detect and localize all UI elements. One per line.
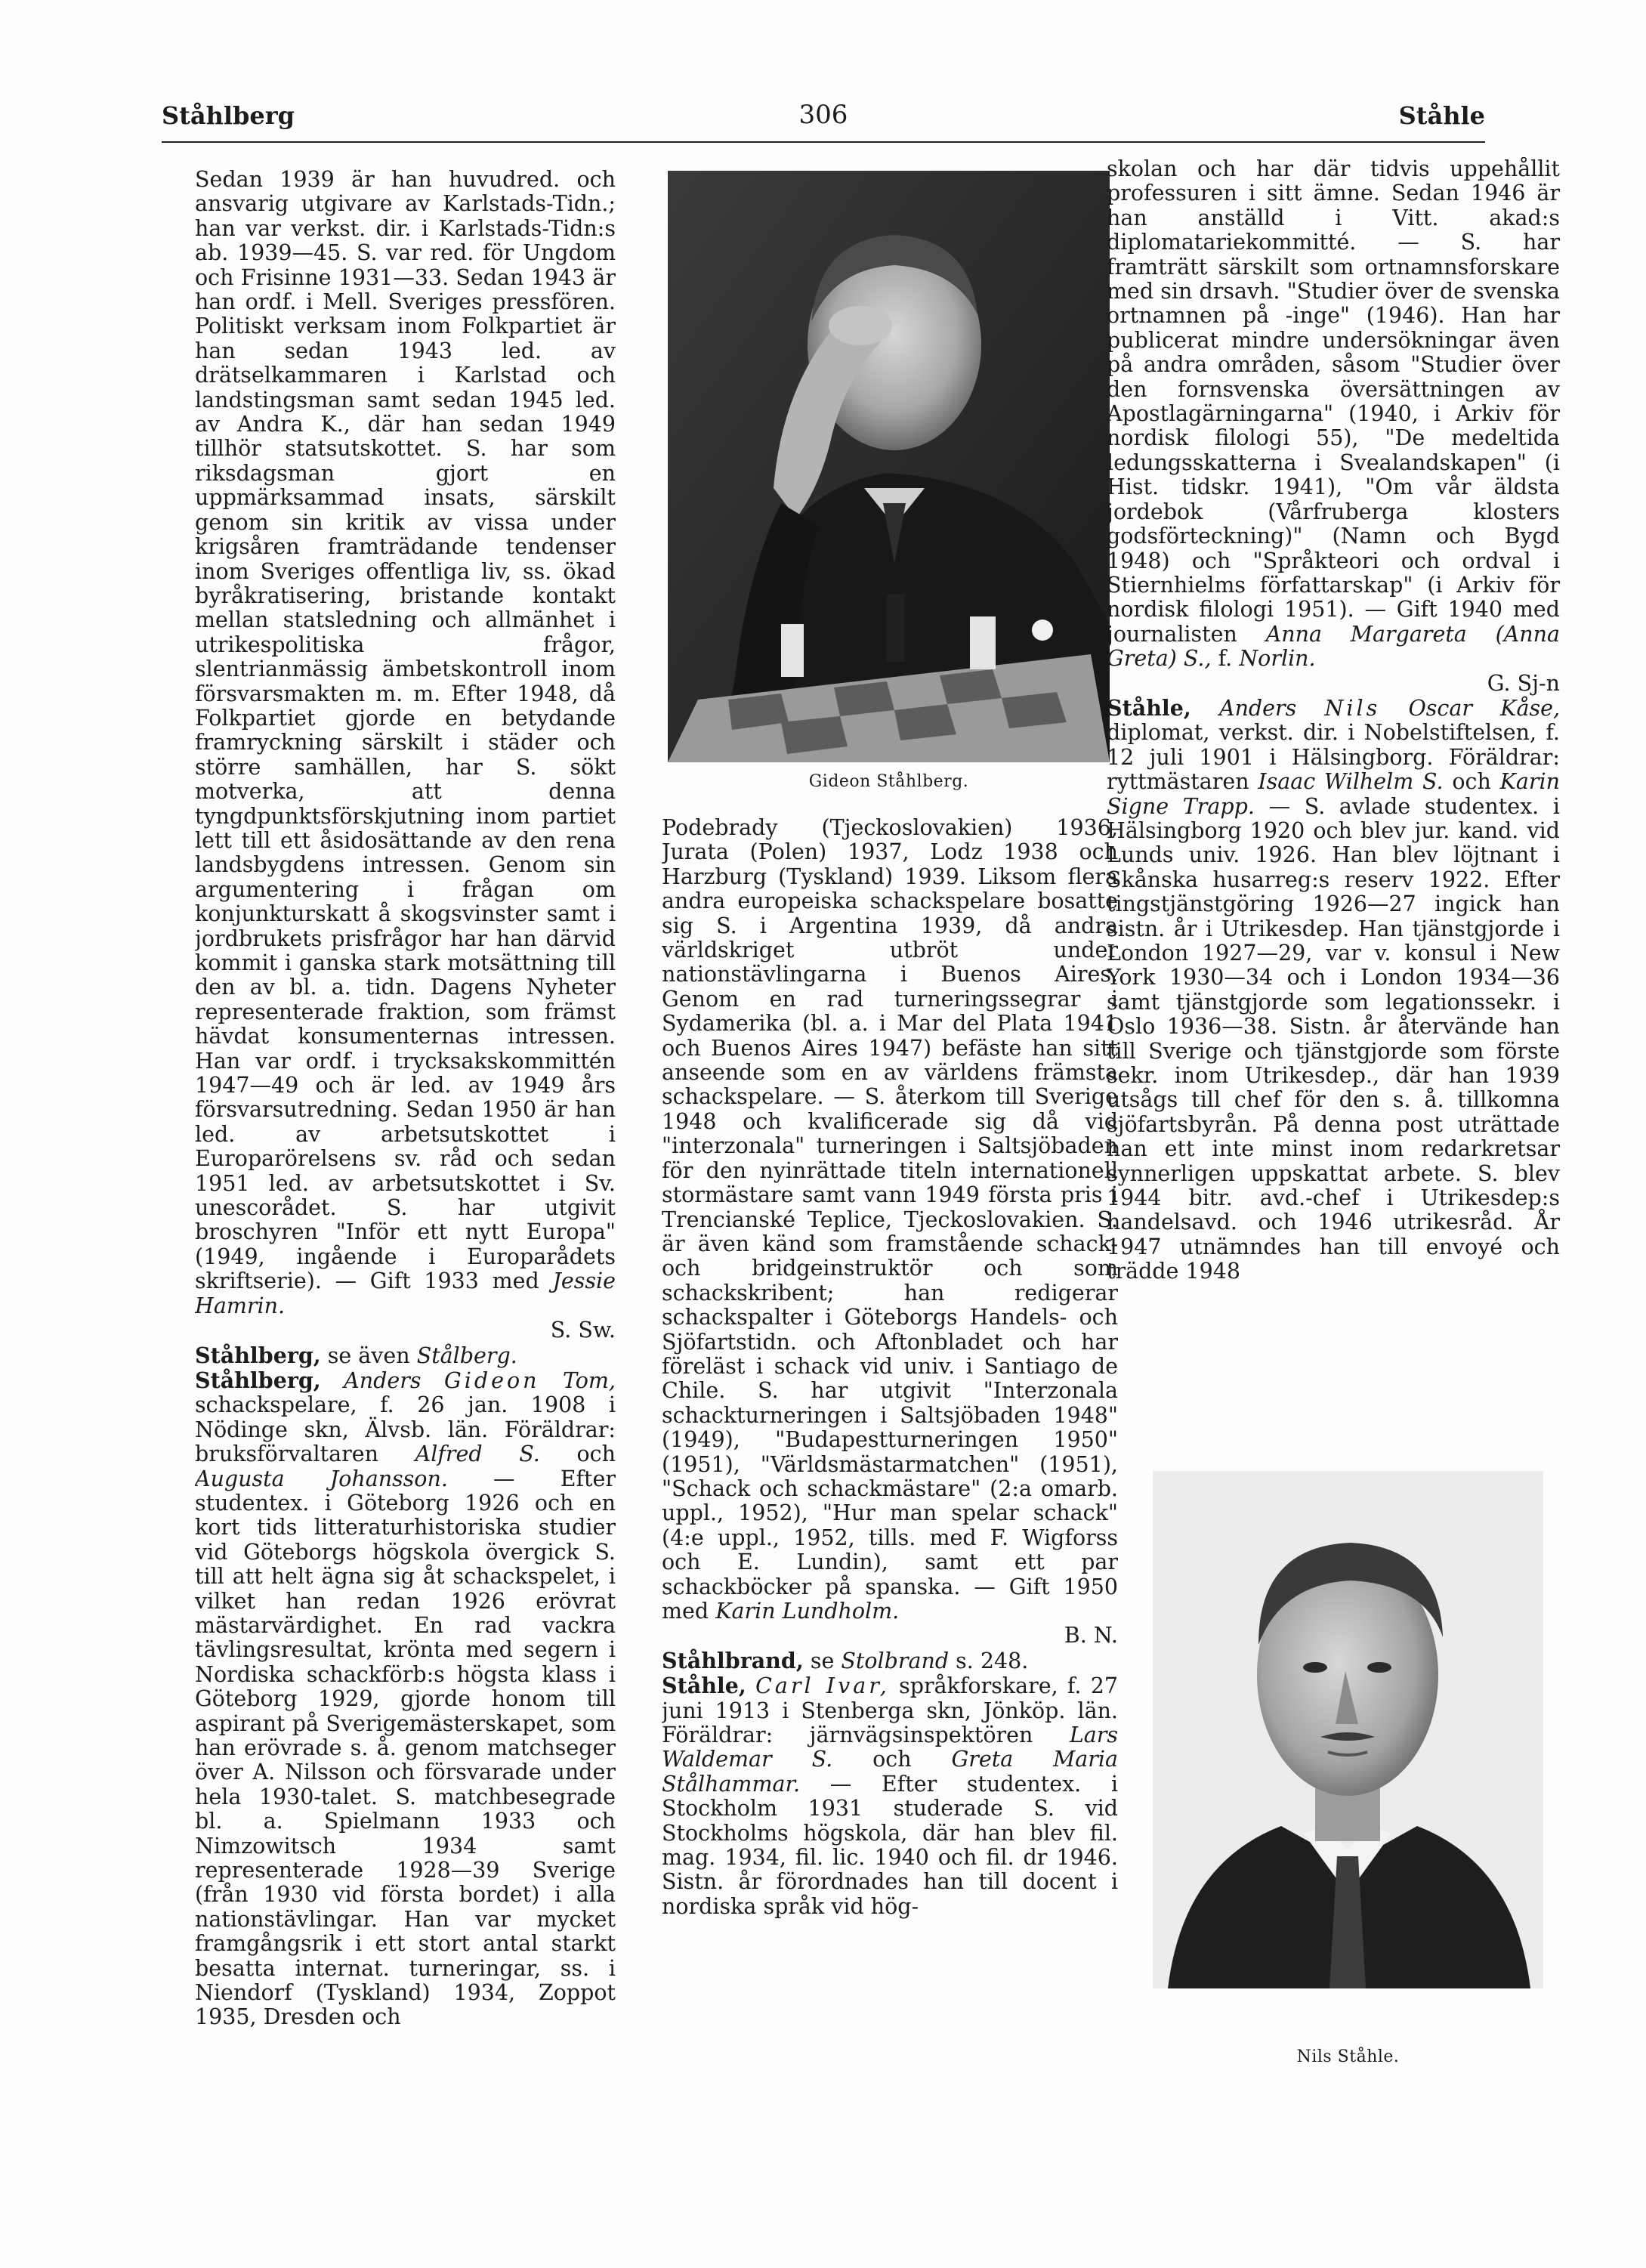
entry-headword: Ståhlberg, — [195, 1342, 321, 1368]
column-2 — [662, 816, 1118, 2100]
entry-nils-stahle: Ståhle, Anders Nils Oscar Kåse, diplomat, verkst. dir. i Nobelstiftelsen, f. 12 juli 1901 i Hälsingborg. Föräldrar: ryttmästaren Isaac Wilhelm S. och Karin Signe Trapp. — S. avlade studentex. i Hälsingborg 1920 och blev jur. kand. vid Lunds univ. 1926. Han blev löjtnant i Skånska husarreg:s reserv 1922. Efter tingstjänstgöring 1926—27 ingick han sistn. år i Utrikesdep. Han tjänstgjorde i London 1927—29, var v. konsul i New York 1930—34 och i London 1934—36 samt tjänstgjorde som legationssekr. i Oslo 1936—38. Sistn. år återvände han till Sverige och tjänstgjorde som förste sekr. inom Utrikesdep., där han 1939 utsågs till chef för den s. å. tillkomna sjöfartsbyrån. På denna post uträttade han ett inte minst inom redarkretsar synnerligen uppskattat arbete. S. blev 1944 bitr. avd.-chef i Utrikesdep:s handelsavd. och 1946 utrikesråd. År 1947 utnämndes han till envoyé och trädde 1948 — [1107, 694, 1560, 1284]
entry-headword: Ståhle, — [662, 1673, 746, 1699]
spouse-name: Jessie Hamrin. — [195, 1268, 616, 1318]
parent-name: Isaac Wilhelm S. — [1258, 769, 1444, 795]
called-name: Nils — [1324, 695, 1381, 721]
entry-cross-reference: Ståhlberg, se även Stålberg. — [195, 1342, 517, 1368]
chess-player-photo-illustration — [668, 171, 1110, 762]
running-head-right: Ståhle — [1398, 101, 1485, 130]
entry-carl-ivar-stahle: Ståhle, Carl Ivar, språkforskare, f. 27 juni 1913 i Stenberga skn, Jönköp. län. Föräldrar: järnvägsinspektören Lars Waldemar S. och Greta Maria Stålhammar. — Efter studentex. i Stockholm 1931 studerade S. vid Stockholms högskola, där han blev fil. mag. 1934, fil. lic. 1940 och fil. dr 1946. Sistn. år förordnades han till docent i nordiska språk vid hög- — [662, 1673, 1118, 1919]
parent-name: Karin Signe Trapp. — [1107, 769, 1560, 819]
called-name: Gideon — [443, 1367, 540, 1393]
running-head-left: Ståhlberg — [162, 101, 295, 130]
photo-caption-gideon-stahlberg: Gideon Ståhlberg. — [808, 772, 969, 791]
entry-headword: Ståhlbrand, — [662, 1647, 804, 1673]
cross-reference-target: Stolbrand — [841, 1648, 950, 1673]
entry-headword: Ståhlberg, — [195, 1367, 321, 1393]
parent-name: Augusta Johansson. — [195, 1466, 448, 1491]
portrait-photo-nils-stahle — [1153, 1471, 1543, 1988]
called-name: Carl Ivar, — [755, 1673, 890, 1699]
author-signature: S. Sw. — [550, 1318, 616, 1343]
page-number: 306 — [798, 100, 848, 130]
spouse-name: Anna Margareta (Anna Greta) S., — [1107, 621, 1560, 672]
entry-continuation: skolan och har där tidvis uppehållit professuren i sitt ämne. Sedan 1946 är han anställd i Vitt. akad:s diplomatariekommitté. — S. har framträtt särskilt som ortnamnsforskare med sin drsavh. "Studier över de svenska ortnamnen på -inge" (1946). Han har publicerat mindre undersökningar även på andra områden, såsom "Studier över den fornsvenska översättningen av Apostlagärningarna" (1940, i Arkiv för nordisk filologi 55), "De medeltida ledungsskatterna i Svealandskapen" (i Hist. tidskr. 1941), "Om vår äldsta jordebok (Vårfruberga klosters godsförteckning)" (Namn och Bygd 1948) och "Språkteori och ordval i Stiernhielms författarskap" (i Arkiv för nordisk filologi 1951). — Gift 1940 med journalisten Anna Margareta (Anna Greta) S., f. Norlin. G. Sj-n — [1107, 157, 1560, 696]
parent-name: Lars Waldemar S. — [662, 1723, 1118, 1772]
entry-continuation: Sedan 1939 är han huvudred. och ansvarig utgivare av Karlstads-Tidn.; han var verkst. dir. i Karlstads-Tidn:s ab. 1939—45. S. var red. för Ungdom och Frisinne 1931—33. Sedan 1943 är han ordf. i Mell. Sveriges pressfören. Politiskt verksam inom Folkpartiet är han sedan 1943 led. av drätselkammaren i Karlstad och landstingsman samt sedan 1945 led. av Andra K., där han sedan 1949 tillhör statsutskottet. S. har som riksdagsman gjort en uppmärksammad insats, särskilt genom sin kritik av vissa under krigsåren framträdande tendenser inom Sveriges offentliga liv, ss. ökad byråkratisering, bristande kontakt mellan statsledning och allmänhet i utrikespolitiska frågor, slentrianmässig ämbetskontroll inom försvarsmakten m. m. Efter 1948, då Folkpartiet gjorde en betydande framryckning särskilt i städer och större samhällen, har S. sökt motverka, att denna tyngdpunktsförskjutning inom partiet lett till ett åsidosättande av den rena landsbygdens intressen. Genom sin argumentering i frågan om konjunkturskatt å skogsvinster samt i jordbrukets prisfrågor har han därvid kommit i ganska stark motsättning till den av bl. a. tidn. Dagens Nyheter representerade fraktion, som främst hävdat konsumenternas intressen. Han var ordf. i trycksakskommittén 1947—49 och är led. av 1949 års försvarsutredning. Sedan 1950 är han led. av arbetsutskottet i Europarörelsens sv. råd och sedan 1951 led. av arbetsutskottet i Sv. unescorådet. S. har utgivit broschyren "Inför ett nytt Europa" (1949, ingående i Europarådets skriftserie). — Gift 1933 med Jessie Hamrin. S. Sw. — [195, 168, 616, 1343]
parent-name: Greta Maria Stålhammar. — [662, 1747, 1118, 1797]
header-rule — [162, 141, 1485, 143]
column-1 — [195, 168, 616, 2079]
entry-continuation: Podebrady (Tjeckoslovakien) 1936, Jurata (Polen) 1937, Lodz 1938 och Harzburg (Tyskland) 1939. Liksom flera andra europeiska schackspelare bosatte sig S. i Argentina 1939, då andra världskriget utbröt under nationstävlingarna i Buenos Aires. Genom en rad turneringssegrar i Sydamerika (bl. a. i Mar del Plata 1941 och Buenos Aires 1947) befäste han sitt anseende som en av världens främsta schackspelare. — S. återkom till Sverige 1948 och kvalificerade sig då vid "interzonala" turneringen i Saltsjöbaden för den nyinrättade titeln internationell stormästare samt vann 1949 första pris i Trencianské Teplice, Tjeckoslovakien. S. är även känd som framstående schack- och bridgeinstruktör och som schackskribent; han redigerar schackspalter i Göteborgs Handels- och Sjöfartstidn. och Aftonbladet och har föreläst i schack vid univ. i Santiago de Chile. S. har utgivit "Interzonala schackturneringen i Saltsjöbaden 1948" (1949), "Budapestturneringen 1950" (1951), "Världsmästarmatchen" (1951), "Schack och schackmästare" (2:a omarb. uppl., 1952), "Hur man spelar schack" (4:e uppl., 1952, tills. med F. Wigforss och E. Lundin), samt ett par schackböcker på spanska. — Gift 1950 med Karin Lundholm. B. N. — [662, 816, 1118, 1648]
maiden-name: Norlin. — [1239, 646, 1316, 672]
portrait-photo-gideon-stahlberg — [668, 171, 1110, 762]
portrait-illustration — [1153, 1471, 1543, 1988]
parent-name: Alfred S. — [415, 1441, 540, 1467]
author-signature: B. N. — [1064, 1623, 1118, 1648]
spouse-name: Karin Lundholm. — [715, 1599, 900, 1624]
page-header — [162, 92, 1485, 138]
column-3 — [1107, 157, 1560, 1441]
entry-cross-reference: Ståhlbrand, se Stolbrand s. 248. — [662, 1647, 1029, 1673]
cross-reference-target: Stålberg. — [416, 1343, 517, 1368]
entry-headword: Ståhle, — [1107, 694, 1191, 721]
author-signature: G. Sj-n — [1487, 670, 1560, 696]
photo-caption-nils-stahle: Nils Ståhle. — [1296, 2047, 1400, 2066]
entry-gideon-stahlberg: Ståhlberg, Anders Gideon Tom, schackspelare, f. 26 jan. 1908 i Nödinge skn, Älvsb. län. Föräldrar: bruksförvaltaren Alfred S. och Augusta Johansson. — Efter studentex. i Göteborg 1926 och en kort tids litteraturhistoriska studier vid Göteborgs högskola övergick S. till att helt ägna sig åt schackspelet, i vilket han redan 1926 erövrat mästarvärdighet. En rad vackra tävlingsresultat, krönta med segern i Nordiska schackförb:s högsta klass i Göteborg 1929, gjorde honom till aspirant på Sverigemästerskapet, som han erövrade s. å. genom matchseger över A. Nilsson och försvarade under hela 1930-talet. S. matchbesegrade bl. a. Spielmann 1933 och Nimzowitsch 1934 samt representerade 1928—39 Sverige (från 1930 vid första bordet) i alla nationstävlingar. Han var mycket framgångsrik i ett stort antal starkt besatta internat. turneringar, ss. i Niendorf (Tyskland) 1934, Zoppot 1935, Dresden och — [195, 1367, 616, 2030]
